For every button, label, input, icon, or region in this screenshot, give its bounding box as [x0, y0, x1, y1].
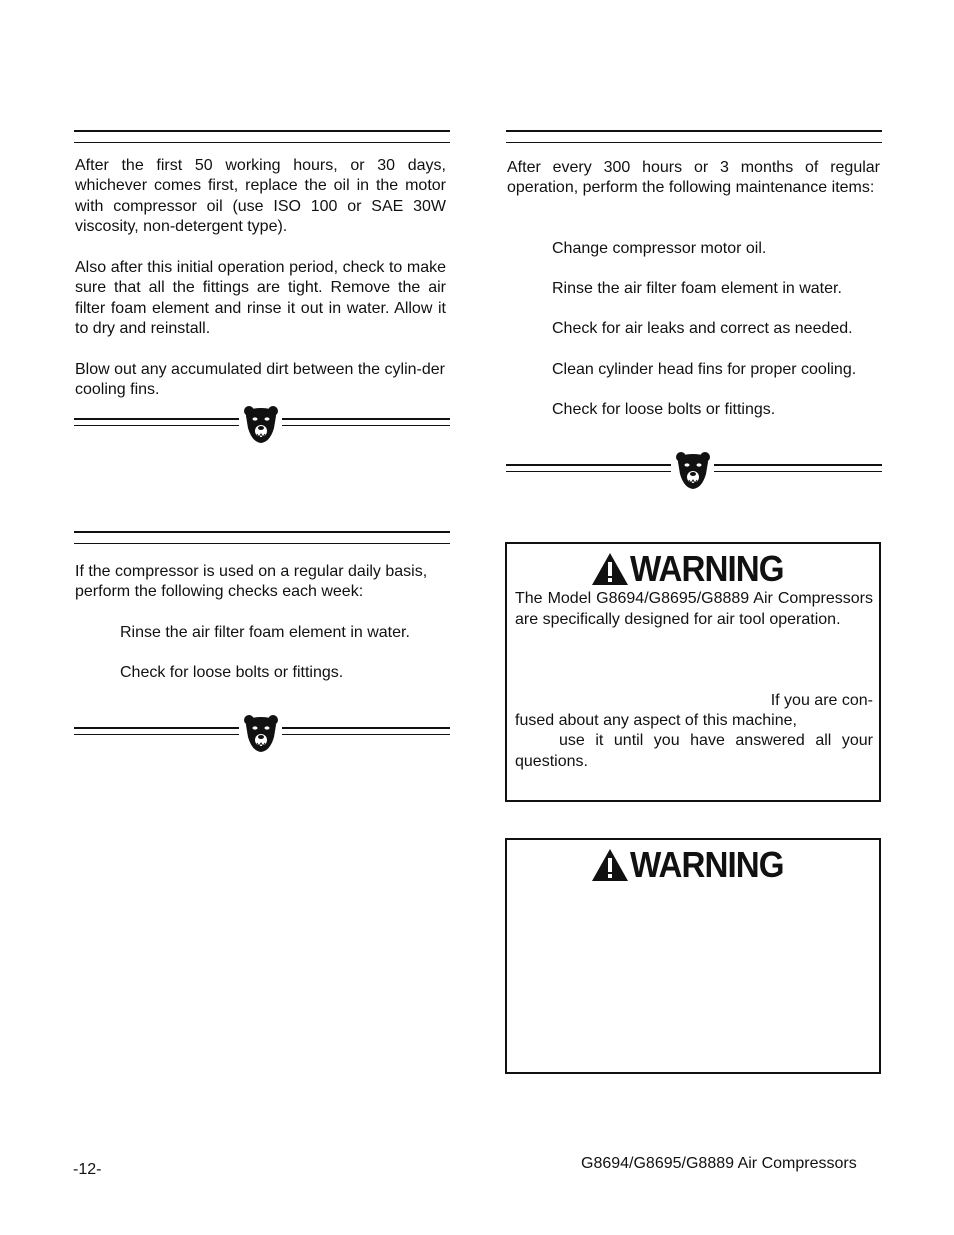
- warning-text: If you are con-: [770, 692, 873, 709]
- section-header-rule: [74, 130, 450, 132]
- warning-text: The Model G8694/G8695/G8889 Air Compressors are specifically designed for air tool operation.: [515, 590, 873, 628]
- section-header-rule-thin: [74, 142, 450, 143]
- periodic-item: Check for loose bolts or fittings.: [552, 401, 776, 418]
- document-title: G8694/G8695/G8889 Air Compressors: [581, 1155, 857, 1172]
- page-number: -12-: [73, 1161, 102, 1178]
- section-divider: [74, 713, 450, 753]
- section-divider: [506, 450, 882, 490]
- periodic-item: Change compressor motor oil.: [552, 240, 767, 257]
- section-header-rule-thin: [74, 543, 450, 544]
- warning-title: WARNING: [629, 548, 784, 589]
- periodic-intro: After every 300 hours or 3 months of regular operation, perform the following maintenance items:: [507, 159, 880, 197]
- warning-text: fused about any aspect of this machine,: [515, 712, 797, 729]
- warning-box: [505, 542, 881, 802]
- section-header-rule-thin: [506, 142, 882, 143]
- warning-heading: [507, 548, 879, 592]
- break-in-paragraph: After the first 50 working hours, or 30 days, whichever comes first, replace the oil in the motor with compressor oil (use ISO 100 or SAE 30W viscosity, non-detergent type).: [75, 157, 446, 236]
- periodic-item: Check for air leaks and correct as needed.: [552, 320, 853, 337]
- weekly-item: Rinse the air filter foam element in water.: [120, 624, 410, 641]
- periodic-item: Rinse the air filter foam element in water.: [552, 280, 842, 297]
- bear-head-icon: [674, 450, 712, 490]
- weekly-intro: If the compressor is used on a regular daily basis, perform the following checks each week:: [75, 563, 428, 601]
- bear-head-icon: [242, 404, 280, 444]
- weekly-item: Check for loose bolts or fittings.: [120, 664, 344, 681]
- exclamation-triangle-icon: [590, 847, 630, 883]
- section-divider: [74, 404, 450, 444]
- warning-heading: [507, 844, 879, 888]
- warning-text: questions.: [515, 753, 588, 770]
- bear-head-icon: [242, 713, 280, 753]
- fittings-paragraph: Also after this initial operation period, check to make sure that all the fittings are tight. Remove the air filter foam element and rinse it out in water. Allow it to dry and reinstall.: [75, 259, 446, 338]
- cooling-fins-paragraph: Blow out any accumulated dirt between the cylin-der cooling fins.: [75, 361, 445, 399]
- warning-title: WARNING: [629, 844, 784, 885]
- exclamation-triangle-icon: [590, 551, 630, 587]
- periodic-item: Clean cylinder head fins for proper cooling.: [552, 361, 857, 378]
- warning-text: use it until you have answered all your: [559, 732, 873, 749]
- warning-box: [505, 838, 881, 1074]
- section-header-rule: [74, 531, 450, 533]
- section-header-rule: [506, 130, 882, 132]
